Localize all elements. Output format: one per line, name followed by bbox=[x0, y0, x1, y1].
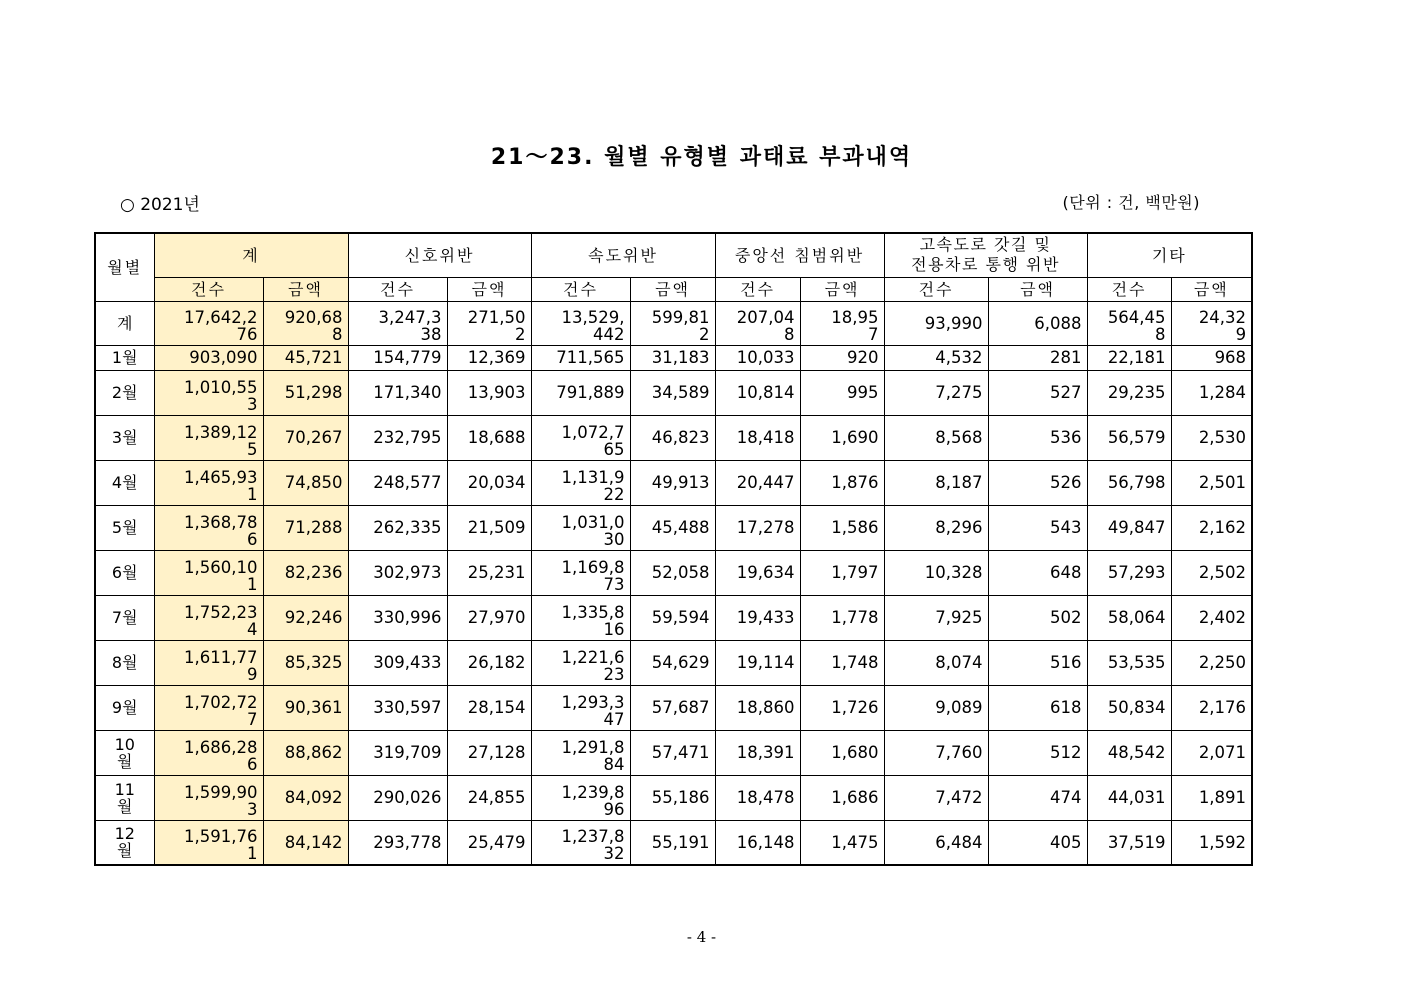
amount-cell: 920 bbox=[800, 345, 884, 370]
amount-cell: 1,680 bbox=[800, 730, 884, 775]
amount-cell: 18,688 bbox=[447, 415, 531, 460]
count-cell: 18,860 bbox=[715, 685, 800, 730]
amount-cell: 85,325 bbox=[263, 640, 348, 685]
count-cell: 93,990 bbox=[884, 301, 988, 345]
header-count: 건수 bbox=[884, 277, 988, 301]
amount-cell: 84,142 bbox=[263, 820, 348, 865]
count-cell: 154,779 bbox=[348, 345, 447, 370]
header-count: 건수 bbox=[715, 277, 800, 301]
amount-cell: 2,162 bbox=[1171, 505, 1252, 550]
count-cell: 37,519 bbox=[1087, 820, 1171, 865]
amount-cell: 31,183 bbox=[630, 345, 715, 370]
amount-cell: 474 bbox=[988, 775, 1087, 820]
header-row-label: 월별 bbox=[95, 233, 154, 301]
count-cell: 1,368,78 6 bbox=[154, 505, 263, 550]
amount-cell: 55,186 bbox=[630, 775, 715, 820]
count-cell: 49,847 bbox=[1087, 505, 1171, 550]
count-cell: 1,389,12 5 bbox=[154, 415, 263, 460]
amount-cell: 70,267 bbox=[263, 415, 348, 460]
count-cell: 57,293 bbox=[1087, 550, 1171, 595]
row-label: 4월 bbox=[95, 460, 154, 505]
amount-cell: 1,592 bbox=[1171, 820, 1252, 865]
count-cell: 22,181 bbox=[1087, 345, 1171, 370]
amount-cell: 516 bbox=[988, 640, 1087, 685]
table-row bbox=[95, 640, 1252, 685]
amount-cell: 1,690 bbox=[800, 415, 884, 460]
count-cell: 1,291,8 84 bbox=[531, 730, 630, 775]
count-cell: 7,472 bbox=[884, 775, 988, 820]
row-label: 10 월 bbox=[95, 730, 154, 775]
count-cell: 232,795 bbox=[348, 415, 447, 460]
table-row bbox=[95, 370, 1252, 415]
count-cell: 1,031,0 30 bbox=[531, 505, 630, 550]
amount-cell: 1,797 bbox=[800, 550, 884, 595]
row-label: 9월 bbox=[95, 685, 154, 730]
header-amount: 금액 bbox=[630, 277, 715, 301]
count-cell: 564,45 8 bbox=[1087, 301, 1171, 345]
amount-cell: 27,970 bbox=[447, 595, 531, 640]
count-cell: 711,565 bbox=[531, 345, 630, 370]
amount-cell: 2,176 bbox=[1171, 685, 1252, 730]
count-cell: 13,529, 442 bbox=[531, 301, 630, 345]
count-cell: 19,634 bbox=[715, 550, 800, 595]
count-cell: 1,686,28 6 bbox=[154, 730, 263, 775]
amount-cell: 1,475 bbox=[800, 820, 884, 865]
amount-cell: 27,128 bbox=[447, 730, 531, 775]
count-cell: 16,148 bbox=[715, 820, 800, 865]
table-row bbox=[95, 460, 1252, 505]
count-cell: 319,709 bbox=[348, 730, 447, 775]
amount-cell: 90,361 bbox=[263, 685, 348, 730]
count-cell: 19,433 bbox=[715, 595, 800, 640]
count-cell: 1,752,23 4 bbox=[154, 595, 263, 640]
count-cell: 4,532 bbox=[884, 345, 988, 370]
count-cell: 1,591,76 1 bbox=[154, 820, 263, 865]
amount-cell: 2,402 bbox=[1171, 595, 1252, 640]
count-cell: 8,187 bbox=[884, 460, 988, 505]
amount-cell: 2,250 bbox=[1171, 640, 1252, 685]
amount-cell: 527 bbox=[988, 370, 1087, 415]
count-cell: 1,239,8 96 bbox=[531, 775, 630, 820]
header-group: 중앙선 침범위반 bbox=[715, 233, 884, 277]
amount-cell: 2,501 bbox=[1171, 460, 1252, 505]
count-cell: 207,04 8 bbox=[715, 301, 800, 345]
header-amount: 금액 bbox=[447, 277, 531, 301]
count-cell: 20,447 bbox=[715, 460, 800, 505]
amount-cell: 1,891 bbox=[1171, 775, 1252, 820]
amount-cell: 1,876 bbox=[800, 460, 884, 505]
count-cell: 56,579 bbox=[1087, 415, 1171, 460]
amount-cell: 968 bbox=[1171, 345, 1252, 370]
count-cell: 1,599,90 3 bbox=[154, 775, 263, 820]
count-cell: 1,010,55 3 bbox=[154, 370, 263, 415]
amount-cell: 1,778 bbox=[800, 595, 884, 640]
count-cell: 1,072,7 65 bbox=[531, 415, 630, 460]
row-label: 3월 bbox=[95, 415, 154, 460]
amount-cell: 12,369 bbox=[447, 345, 531, 370]
count-cell: 1,237,8 32 bbox=[531, 820, 630, 865]
amount-cell: 24,855 bbox=[447, 775, 531, 820]
unit-note: (단위 : 건, 백만원) bbox=[1062, 193, 1200, 212]
header-group: 기타 bbox=[1087, 233, 1252, 277]
amount-cell: 281 bbox=[988, 345, 1087, 370]
amount-cell: 24,32 9 bbox=[1171, 301, 1252, 345]
row-label: 1월 bbox=[95, 345, 154, 370]
amount-cell: 54,629 bbox=[630, 640, 715, 685]
count-cell: 29,235 bbox=[1087, 370, 1171, 415]
amount-cell: 28,154 bbox=[447, 685, 531, 730]
count-cell: 17,278 bbox=[715, 505, 800, 550]
row-label: 11 월 bbox=[95, 775, 154, 820]
count-cell: 309,433 bbox=[348, 640, 447, 685]
fine-table bbox=[94, 232, 1253, 866]
count-cell: 19,114 bbox=[715, 640, 800, 685]
count-cell: 10,328 bbox=[884, 550, 988, 595]
count-cell: 56,798 bbox=[1087, 460, 1171, 505]
amount-cell: 526 bbox=[988, 460, 1087, 505]
amount-cell: 502 bbox=[988, 595, 1087, 640]
amount-cell: 599,81 2 bbox=[630, 301, 715, 345]
count-cell: 248,577 bbox=[348, 460, 447, 505]
amount-cell: 405 bbox=[988, 820, 1087, 865]
header-amount: 금액 bbox=[800, 277, 884, 301]
table-row bbox=[95, 595, 1252, 640]
header-amount: 금액 bbox=[988, 277, 1087, 301]
header-count: 건수 bbox=[154, 277, 263, 301]
amount-cell: 1,586 bbox=[800, 505, 884, 550]
amount-cell: 1,284 bbox=[1171, 370, 1252, 415]
count-cell: 330,597 bbox=[348, 685, 447, 730]
amount-cell: 45,721 bbox=[263, 345, 348, 370]
header-group: 계 bbox=[154, 233, 348, 277]
amount-cell: 618 bbox=[988, 685, 1087, 730]
count-cell: 290,026 bbox=[348, 775, 447, 820]
page-title: 21～23. 월별 유형별 과태료 부과내역 bbox=[490, 145, 913, 170]
amount-cell: 45,488 bbox=[630, 505, 715, 550]
count-cell: 10,033 bbox=[715, 345, 800, 370]
amount-cell: 49,913 bbox=[630, 460, 715, 505]
amount-cell: 271,50 2 bbox=[447, 301, 531, 345]
amount-cell: 18,95 7 bbox=[800, 301, 884, 345]
amount-cell: 51,298 bbox=[263, 370, 348, 415]
amount-cell: 88,862 bbox=[263, 730, 348, 775]
count-cell: 6,484 bbox=[884, 820, 988, 865]
count-cell: 8,074 bbox=[884, 640, 988, 685]
count-cell: 3,247,3 38 bbox=[348, 301, 447, 345]
count-cell: 7,925 bbox=[884, 595, 988, 640]
table-row bbox=[95, 685, 1252, 730]
amount-cell: 71,288 bbox=[263, 505, 348, 550]
amount-cell: 21,509 bbox=[447, 505, 531, 550]
page-number: - 4 - bbox=[686, 928, 717, 946]
count-cell: 17,642,2 76 bbox=[154, 301, 263, 345]
table-row bbox=[95, 775, 1252, 820]
count-cell: 262,335 bbox=[348, 505, 447, 550]
table-row bbox=[95, 820, 1252, 865]
table-row bbox=[95, 301, 1252, 345]
table-row bbox=[95, 345, 1252, 370]
count-cell: 1,131,9 22 bbox=[531, 460, 630, 505]
count-cell: 48,542 bbox=[1087, 730, 1171, 775]
row-label: 6월 bbox=[95, 550, 154, 595]
count-cell: 7,275 bbox=[884, 370, 988, 415]
amount-cell: 1,748 bbox=[800, 640, 884, 685]
count-cell: 18,478 bbox=[715, 775, 800, 820]
count-cell: 8,296 bbox=[884, 505, 988, 550]
header-amount: 금액 bbox=[1171, 277, 1252, 301]
header-group: 속도위반 bbox=[531, 233, 715, 277]
count-cell: 10,814 bbox=[715, 370, 800, 415]
count-cell: 1,293,3 47 bbox=[531, 685, 630, 730]
count-cell: 58,064 bbox=[1087, 595, 1171, 640]
amount-cell: 59,594 bbox=[630, 595, 715, 640]
count-cell: 18,418 bbox=[715, 415, 800, 460]
row-label: 계 bbox=[95, 301, 154, 345]
count-cell: 1,169,8 73 bbox=[531, 550, 630, 595]
header-group: 신호위반 bbox=[348, 233, 531, 277]
row-label: 7월 bbox=[95, 595, 154, 640]
amount-cell: 2,071 bbox=[1171, 730, 1252, 775]
count-cell: 293,778 bbox=[348, 820, 447, 865]
header-count: 건수 bbox=[531, 277, 630, 301]
amount-cell: 536 bbox=[988, 415, 1087, 460]
count-cell: 330,996 bbox=[348, 595, 447, 640]
amount-cell: 57,471 bbox=[630, 730, 715, 775]
amount-cell: 543 bbox=[988, 505, 1087, 550]
row-label: 12 월 bbox=[95, 820, 154, 865]
amount-cell: 74,850 bbox=[263, 460, 348, 505]
count-cell: 1,465,93 1 bbox=[154, 460, 263, 505]
count-cell: 1,221,6 23 bbox=[531, 640, 630, 685]
count-cell: 1,611,77 9 bbox=[154, 640, 263, 685]
amount-cell: 46,823 bbox=[630, 415, 715, 460]
table-row bbox=[95, 730, 1252, 775]
table-row bbox=[95, 505, 1252, 550]
amount-cell: 995 bbox=[800, 370, 884, 415]
row-label: 5월 bbox=[95, 505, 154, 550]
count-cell: 791,889 bbox=[531, 370, 630, 415]
count-cell: 1,560,10 1 bbox=[154, 550, 263, 595]
count-cell: 1,335,8 16 bbox=[531, 595, 630, 640]
count-cell: 7,760 bbox=[884, 730, 988, 775]
amount-cell: 920,68 8 bbox=[263, 301, 348, 345]
count-cell: 44,031 bbox=[1087, 775, 1171, 820]
amount-cell: 82,236 bbox=[263, 550, 348, 595]
amount-cell: 92,246 bbox=[263, 595, 348, 640]
count-cell: 18,391 bbox=[715, 730, 800, 775]
header-count: 건수 bbox=[348, 277, 447, 301]
amount-cell: 55,191 bbox=[630, 820, 715, 865]
amount-cell: 2,502 bbox=[1171, 550, 1252, 595]
amount-cell: 648 bbox=[988, 550, 1087, 595]
amount-cell: 57,687 bbox=[630, 685, 715, 730]
amount-cell: 2,530 bbox=[1171, 415, 1252, 460]
count-cell: 53,535 bbox=[1087, 640, 1171, 685]
table-row bbox=[95, 415, 1252, 460]
count-cell: 1,702,72 7 bbox=[154, 685, 263, 730]
header-group: 고속도로 갓길 및 전용차로 통행 위반 bbox=[884, 233, 1087, 277]
count-cell: 8,568 bbox=[884, 415, 988, 460]
table-row bbox=[95, 550, 1252, 595]
amount-cell: 26,182 bbox=[447, 640, 531, 685]
amount-cell: 34,589 bbox=[630, 370, 715, 415]
amount-cell: 13,903 bbox=[447, 370, 531, 415]
count-cell: 50,834 bbox=[1087, 685, 1171, 730]
amount-cell: 25,479 bbox=[447, 820, 531, 865]
amount-cell: 1,726 bbox=[800, 685, 884, 730]
amount-cell: 25,231 bbox=[447, 550, 531, 595]
count-cell: 171,340 bbox=[348, 370, 447, 415]
header-amount: 금액 bbox=[263, 277, 348, 301]
amount-cell: 20,034 bbox=[447, 460, 531, 505]
count-cell: 903,090 bbox=[154, 345, 263, 370]
header-count: 건수 bbox=[1087, 277, 1171, 301]
row-label: 2월 bbox=[95, 370, 154, 415]
row-label: 8월 bbox=[95, 640, 154, 685]
count-cell: 9,089 bbox=[884, 685, 988, 730]
amount-cell: 512 bbox=[988, 730, 1087, 775]
amount-cell: 52,058 bbox=[630, 550, 715, 595]
count-cell: 302,973 bbox=[348, 550, 447, 595]
amount-cell: 1,686 bbox=[800, 775, 884, 820]
amount-cell: 6,088 bbox=[988, 301, 1087, 345]
year-subtitle: ○ 2021년 bbox=[120, 195, 200, 215]
amount-cell: 84,092 bbox=[263, 775, 348, 820]
